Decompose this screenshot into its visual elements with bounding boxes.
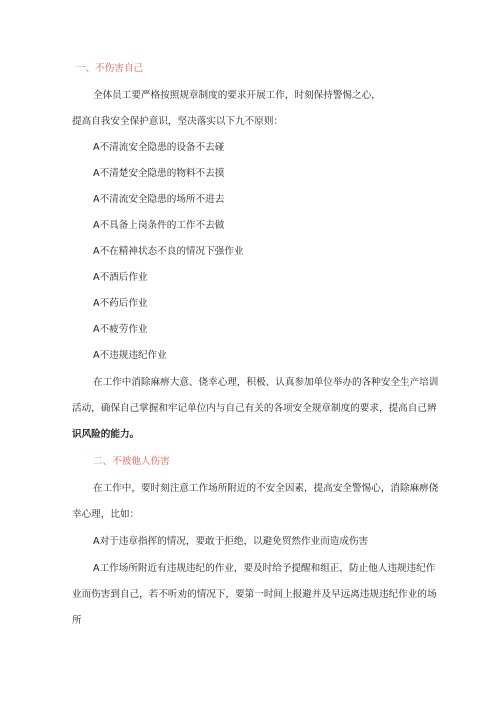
rule-item: A不清楚安全隐患的物料不去摸 (93, 168, 225, 179)
section1-heading: 一、不伤害自己 (76, 63, 144, 74)
section1-para-line1: 在工作中消除麻痹大意、侥幸心理，积极、认真参加单位举办的各种安全生产培训 (93, 377, 439, 388)
rule-item: A不药后作业 (93, 298, 148, 309)
rule-item: A不在精神状态不良的情况下强作业 (93, 246, 244, 257)
section2-intro-line1: 在工作中，要时刻注意工作场所附近的不安全因素，提高安全警惕心，消除麻痹侥 (93, 483, 439, 494)
rule-item: A不具备上岗条件的工作不去做 (93, 220, 225, 231)
rule-item: A不清流安全隐患的场所不进去 (93, 194, 225, 205)
rule-item: A不清流安全隐患的设备不去碰 (93, 142, 225, 153)
section1-para-line2: 活动，确保自己掌握和牢记单位内与自己有关的各项安全规章制度的要求，提高自己辨 (72, 403, 437, 414)
section1-para-line3: 识风险的能力。 (72, 429, 140, 440)
section2-intro-line2: 幸心理，比如： (72, 509, 140, 520)
rule-item: A不酒后作业 (93, 272, 148, 283)
section1-intro-line2: 提高自我安全保护意识，坚决落实以下九不原则： (72, 116, 284, 127)
rule-item: A不疲劳作业 (93, 324, 148, 335)
section1-intro-line1: 全体员工要严格按照规章制度的要求开展工作，时刻保持警惕之心， (93, 90, 381, 101)
section2-item2-line1: A工作场所附近有违规违纪的作业，要及时给予提醒和组正，防止他人违规违纪作 (93, 563, 436, 574)
section2-item1: A对于违章指挥的情况，要敢于拒绝，以避免贸然作业而造成伤害 (93, 536, 369, 547)
rule-item: A不违规违纪作业 (93, 350, 167, 361)
section2-heading: 二、不被他人伤害 (93, 456, 170, 467)
section2-item2-line3: 所 (72, 615, 82, 626)
section2-item2-line2: 业而伤害到自己，若不听劝的情况下，要第一时间上报避并及早远离违规违纪作业的场 (72, 589, 437, 600)
